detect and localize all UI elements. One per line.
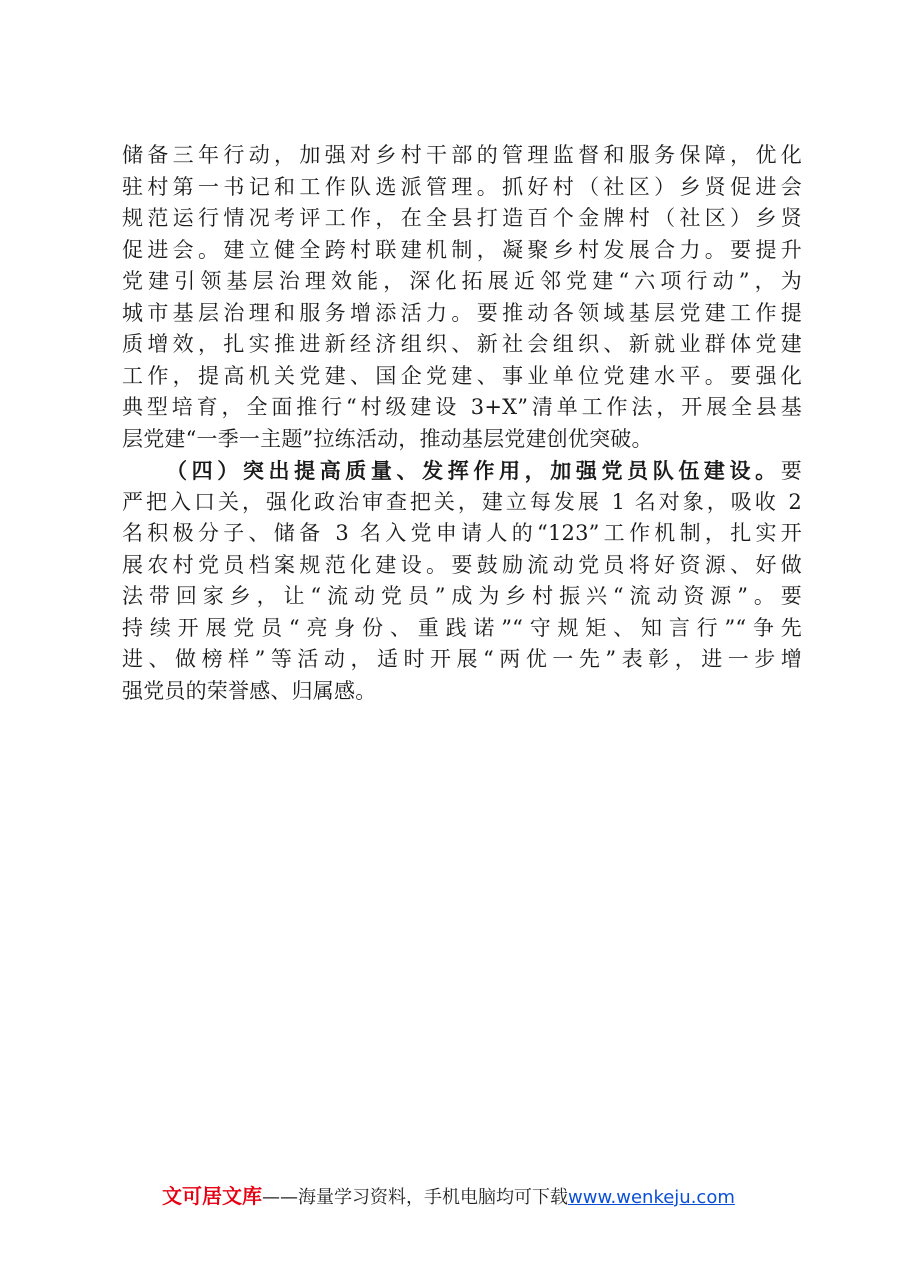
heading-line-continuation: 要 (780, 459, 802, 483)
paragraph-line: 质增效，扎实推进新经济组织、新社会组织、新就业群体党建 (122, 332, 802, 356)
paragraph-line: 强党员的荣誉感、归属感。 (122, 678, 377, 703)
footer-banner (162, 1182, 735, 1210)
paragraph-line: 规范运行情况考评工作，在全县打造百个金牌村（社区）乡贤 (122, 206, 802, 230)
paragraph-2 (122, 455, 802, 707)
paragraph-line: 储备三年行动，加强对乡村干部的管理监督和服务保障，优化 (122, 143, 802, 167)
footer-url-link[interactable]: www.wenkeju.com (568, 1187, 735, 1208)
paragraph-line: 持续开展党员“亮身份、重践诺”“守规矩、知言行”“争先 (122, 615, 802, 640)
paragraph-line: 党建引领基层治理效能，深化拓展近邻党建“六项行动”，为 (122, 269, 802, 293)
paragraph-line: 工作，提高机关党建、国企党建、事业单位党建水平。要强化 (122, 363, 802, 388)
paragraph-line: 典型培育，全面推行“村级建设 3+X”清单工作法，开展全县基 (122, 395, 802, 419)
paragraph-line: 城市基层治理和服务增添活力。要推动各领域基层党建工作提 (122, 300, 802, 325)
paragraph-line: 严把入口关，强化政治审查把关，建立每发展 1 名对象，吸收 2 (122, 489, 802, 514)
footer-brand: 文可居文库 (162, 1184, 262, 1208)
paragraph-line: 层党建“一季一主题”拉练活动，推动基层党建创优突破。 (122, 426, 653, 451)
paragraph-line: 展农村党员档案规范化建设。要鼓励流动党员将好资源、好做 (122, 552, 802, 577)
footer-tagline: ——海量学习资料，手机电脑均可下载 (262, 1187, 568, 1208)
paragraph-line: 法带回家乡，让“流动党员”成为乡村振兴“流动资源”。要 (122, 584, 802, 608)
paragraph-line: 驻村第一书记和工作队选派管理。抓好村（社区）乡贤促进会 (122, 174, 802, 199)
paragraph-heading-line (122, 455, 802, 487)
document-body (122, 140, 802, 707)
paragraph-1 (122, 140, 802, 455)
paragraph-line: 名积极分子、储备 3 名入党申请人的“123”工作机制，扎实开 (122, 521, 802, 545)
section-heading: （四）突出提高质量、发挥作用，加强党员队伍建设。 (166, 458, 781, 483)
paragraph-line: 促进会。建立健全跨村联建机制，凝聚乡村发展合力。要提升 (122, 237, 802, 262)
paragraph-line: 进、做榜样”等活动，适时开展“两优一先”表彰，进一步增 (122, 647, 802, 671)
